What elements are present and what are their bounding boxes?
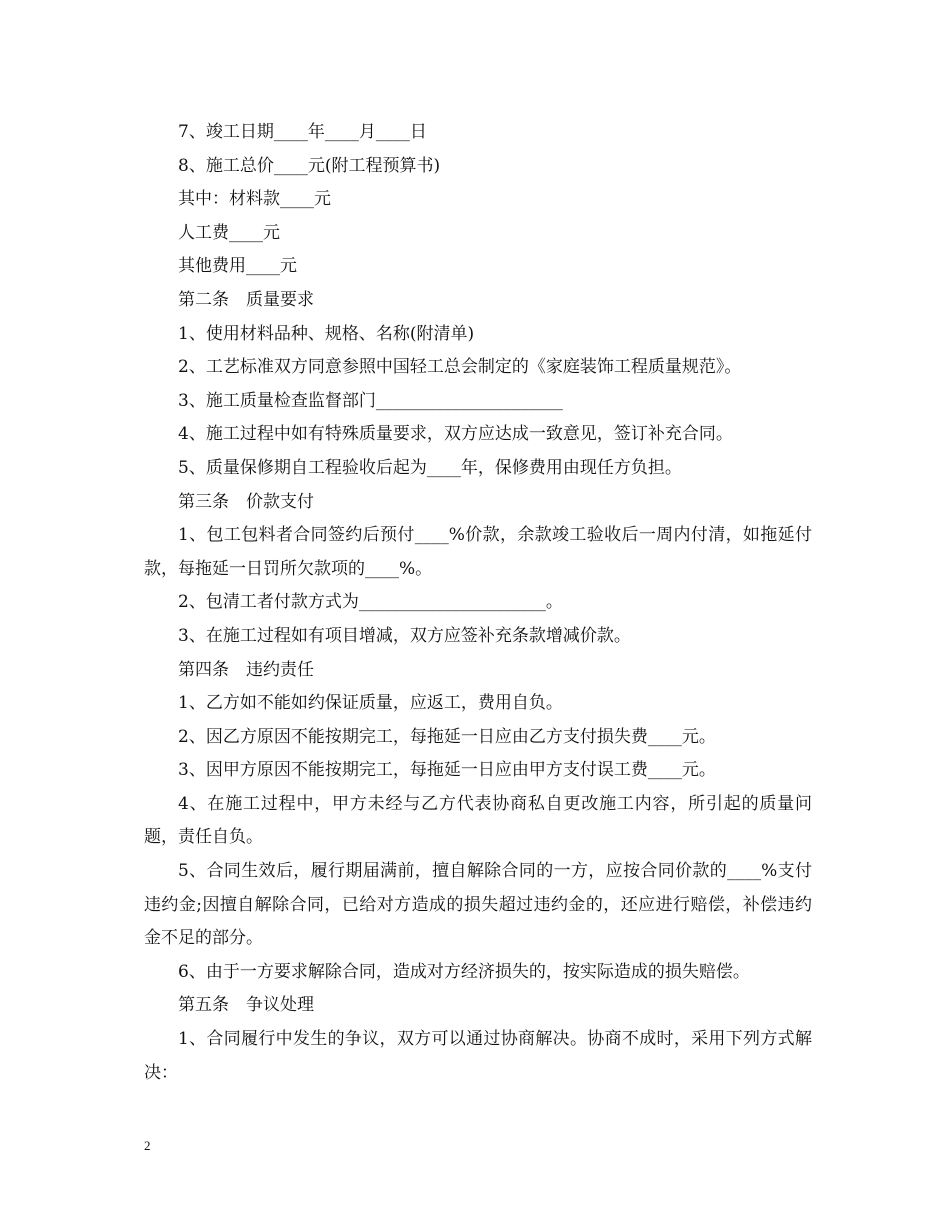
quality-item-2: 2、工艺标准双方同意参照中国轻工总会制定的《家庭装饰工程质量规范》。 (178, 357, 742, 378)
item-other-cost: 其他费用____元 (178, 256, 297, 277)
liability-item-5: 5、合同生效后，履行期届满前，擅自解除合同的一方，应按合同价款的____%支付违约金;因擅自解除合同，已给对方造成的损失超过违约金的，还应进行赔偿，补偿违约金不足的部分。 (144, 861, 812, 949)
dispute-item-1: 1、合同履行中发生的争议，双方可以通过协商解决。协商不成时，采用下列方式解决： (144, 1029, 812, 1083)
item-labor-cost: 人工费____元 (178, 222, 280, 243)
item-material-cost: 其中：材料款____元 (178, 189, 331, 210)
section-heading-liability: 第四条 违约责任 (178, 659, 314, 680)
payment-item-2: 2、包清工者付款方式为______________________。 (178, 592, 563, 613)
payment-item-3: 3、在施工过程如有项目增减，双方应签补充条款增减价款。 (178, 625, 631, 646)
section-heading-dispute: 第五条 争议处理 (178, 995, 314, 1016)
payment-item-1: 1、包工包料者合同签约后预付____%价款，余款竣工验收后一周内付清，如拖延付款，每拖延一日罚所欠款项的____%。 (144, 525, 812, 579)
section-heading-payment: 第三条 价款支付 (178, 491, 314, 512)
quality-item-5: 5、质量保修期自工程验收后起为____年，保修费用由现任方负担。 (178, 457, 682, 478)
liability-item-1: 1、乙方如不能如约保证质量，应返工，费用自负。 (178, 693, 563, 714)
quality-item-4: 4、施工过程中如有特殊质量要求，双方应达成一致意见，签订补充合同。 (178, 424, 733, 445)
page-number: 2 (144, 1138, 151, 1153)
quality-item-3: 3、施工质量检查监督部门______________________ (178, 390, 563, 411)
quality-item-1: 1、使用材料品种、规格、名称(附清单) (178, 323, 475, 344)
liability-item-6: 6、由于一方要求解除合同，造成对方经济损失的，按实际造成的损失赔偿。 (178, 961, 750, 982)
item-completion-date: 7、竣工日期____年____月____日 (178, 122, 427, 142)
liability-item-4: 4、在施工过程中，甲方未经与乙方代表协商私自更改施工内容，所引起的质量问题，责任自负。 (144, 793, 812, 848)
liability-item-2: 2、因乙方原因不能按期完工，每拖延一日应由乙方支付损失费____元。 (178, 726, 716, 747)
document-body (144, 116, 812, 1090)
item-total-price: 8、施工总价____元(附工程预算书) (178, 155, 441, 176)
liability-item-3: 3、因甲方原因不能按期完工，每拖延一日应由甲方支付误工费____元。 (178, 760, 716, 781)
section-heading-quality: 第二条 质量要求 (178, 289, 314, 310)
